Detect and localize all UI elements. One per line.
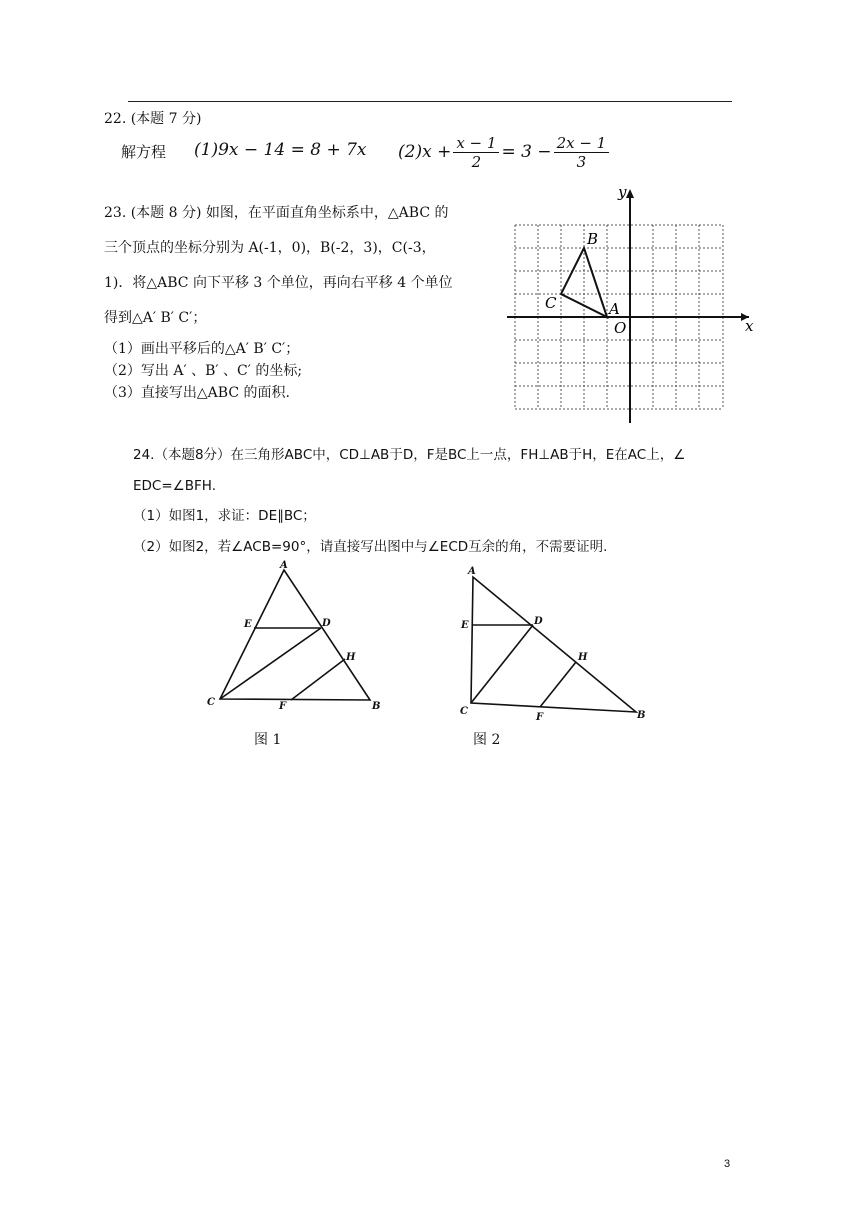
eq2-fraction-1	[453, 134, 499, 171]
q23-line-4: 得到△A′ B′ C′；	[104, 310, 207, 326]
fig2-label-d: D	[534, 616, 543, 627]
q23-line-2: 三个顶点的坐标分别为 A(-1，0)，B(-2，3)，C(-3，	[104, 240, 436, 256]
q24-line-2: EDC=∠BFH.	[133, 478, 216, 494]
header-rule	[128, 101, 732, 102]
eq2-frac2-denominator: 3	[576, 152, 587, 171]
fig2-label-e: E	[461, 620, 469, 631]
q23-line-1: 23. (本题 8 分) 如图，在平面直角坐标系中，△ABC 的	[104, 205, 449, 221]
eq2-fraction-2	[554, 134, 610, 171]
q22-heading: 22. (本题 7 分)	[104, 111, 202, 127]
fig1-triangle	[220, 570, 370, 700]
q23-line-3: 1)．将△ABC 向下平移 3 个单位，再向右平移 4 个单位	[104, 275, 453, 291]
fig1-label-a: A	[280, 560, 288, 571]
point-c-label: C	[545, 294, 557, 312]
x-axis-label: x	[745, 317, 754, 335]
q22-instruction: 解方程	[121, 143, 167, 161]
fig1-segment-fh	[291, 659, 345, 700]
fig1-label-b: B	[372, 701, 381, 712]
fig2-caption: 图 2	[473, 732, 501, 748]
q23-sub-2: （2）写出 A′ 、B′ 、C′ 的坐标;	[104, 363, 303, 379]
fig1-caption: 图 1	[254, 732, 282, 748]
q24-line-1: 24.（本题8分）在三角形ABC中，CD⊥AB于D，F是BC上一点，FH⊥AB于H，E在AC上，∠	[133, 447, 686, 463]
eq2-prefix: (2)x +	[398, 142, 452, 162]
q22-equation-1: (1)9x − 14 = 8 + 7x	[194, 140, 367, 160]
fig1-label-d: D	[322, 618, 331, 629]
eq2-frac1-denominator: 2	[471, 152, 482, 171]
fig2-label-f: F	[536, 712, 544, 723]
figure-1	[200, 558, 390, 718]
fig1-label-e: E	[244, 619, 252, 630]
q23-sub-3: （3）直接写出△ABC 的面积.	[104, 385, 290, 401]
fig1-label-f: F	[279, 701, 287, 712]
fig2-label-b: B	[637, 710, 646, 721]
fig2-label-a: A	[468, 566, 476, 577]
fig1-label-h: H	[346, 652, 356, 663]
y-axis-arrow-icon	[626, 189, 634, 198]
fig2-label-c: C	[460, 706, 468, 717]
fig2-label-h: H	[578, 652, 588, 663]
eq2-middle: = 3 −	[501, 142, 552, 162]
point-b-label: B	[587, 230, 599, 248]
axes	[507, 191, 749, 423]
coordinate-grid-figure	[505, 183, 765, 428]
q23-sub-1: （1）画出平移后的△A′ B′ C′；	[104, 341, 300, 357]
page-number: 3	[724, 1158, 731, 1170]
fig1-label-c: C	[207, 697, 215, 708]
fig2-segment-cd	[471, 625, 533, 703]
origin-label: O	[614, 319, 627, 337]
figure-2	[455, 560, 655, 730]
fig2-triangle	[471, 577, 636, 712]
y-axis-label: y	[618, 183, 627, 201]
eq2-frac2-numerator: 2x − 1	[554, 134, 610, 153]
q24-sub-2: （2）如图2，若∠ACB=90°，请直接写出图中与∠ECD互余的角，不需要证明.	[133, 539, 608, 555]
q22-equation-2	[398, 130, 611, 174]
point-a-label: A	[609, 300, 620, 318]
eq2-frac1-numerator: x − 1	[453, 134, 499, 153]
fig2-segment-fh	[540, 662, 576, 707]
q24-sub-1: （1）如图1，求证：DE∥BC；	[133, 508, 316, 524]
